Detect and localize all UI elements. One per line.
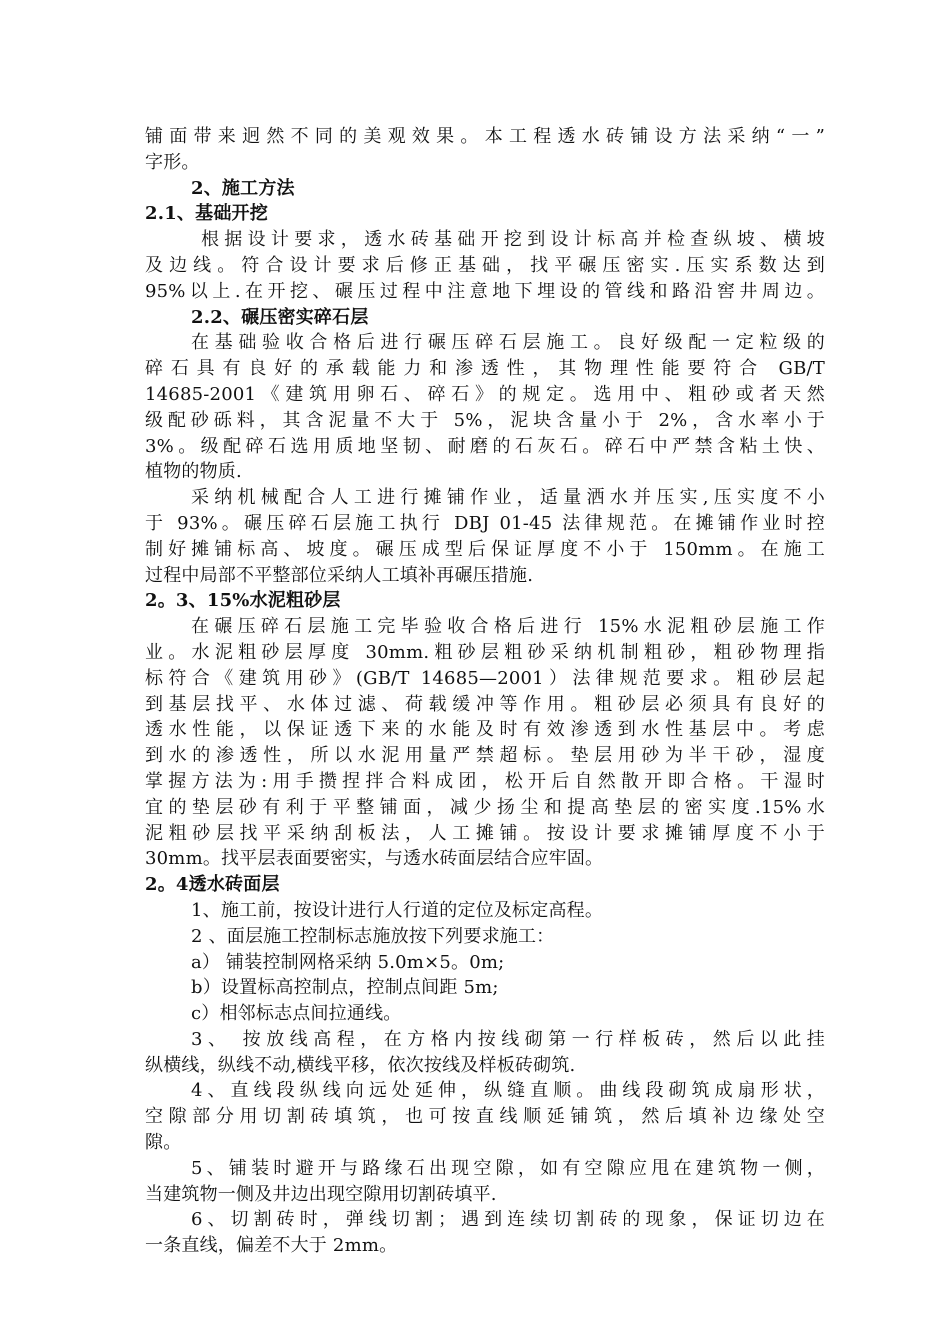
text-line: 及边线。符合设计要求后修正基础，找平碾压密实.压实系数达到 bbox=[145, 254, 825, 276]
text-line: 隙。 bbox=[145, 1132, 182, 1154]
text-line: 级配砂砾料，其含泥量不大于 5%，泥块含量小于 2%，含水率小于 bbox=[145, 409, 825, 431]
text-line: 2 、面层施工控制标志施放按下列要求施工： bbox=[191, 925, 555, 947]
text-line: 透水性能，以保证透下来的水能及时有效渗透到水性基层中。考虑 bbox=[145, 719, 825, 741]
text-line: a） 铺装控制网格采纳 5.0m×5。0m; bbox=[191, 951, 505, 973]
text-line: 空隙部分用切割砖填筑，也可按直线顺延铺筑，然后填补边缘处空 bbox=[145, 1106, 825, 1128]
text-line: 铺面带来迥然不同的美观效果。本工程透水砖铺设方法采纳“一” bbox=[145, 126, 825, 147]
text-line: 字形。 bbox=[145, 151, 200, 173]
text-line: 当建筑物一侧及井边出现空隙用切割砖填平. bbox=[145, 1183, 497, 1205]
text-line: 在基础验收合格后进行碾压碎石层施工。良好级配一定粒级的 bbox=[191, 332, 825, 354]
text-line: 3%。级配碎石选用质地坚韧、耐磨的石灰石。碎石中严禁含粘土快、 bbox=[145, 435, 825, 457]
text-line: 采纳机械配合人工进行摊铺作业，适量洒水并压实,压实度不小 bbox=[191, 487, 825, 509]
section-heading: 2。3、15%水泥粗砂层 bbox=[145, 590, 341, 612]
text-line: 一条直线，偏差不大于 2mm。 bbox=[145, 1235, 398, 1257]
text-line: 宜的垫层砂有利于平整铺面，减少扬尘和提高垫层的密实度.15%水 bbox=[145, 796, 825, 818]
text-line: 业。水泥粗砂层厚度 30mm.粗砂层粗砂采纳机制粗砂，粗砂物理指 bbox=[145, 641, 825, 663]
text-line: 植物的物质. bbox=[145, 461, 242, 483]
text-line: 5、铺装时避开与路缘石出现空隙，如有空隙应甩在建筑物一侧， bbox=[191, 1157, 825, 1179]
text-line: 30mm。找平层表面要密实，与透水砖面层结合应牢固。 bbox=[145, 848, 604, 870]
section-heading: 2。4透水砖面层 bbox=[145, 874, 280, 896]
text-line: 到基层找平、水体过滤、荷载缓冲等作用。粗砂层必须具有良好的 bbox=[145, 693, 825, 715]
text-line: 95%以上.在开挖、碾压过程中注意地下埋设的管线和路沿窖井周边。 bbox=[145, 280, 825, 302]
text-line: b）设置标高控制点，控制点间距 5m; bbox=[191, 977, 499, 999]
text-line: 制好摊铺标高、坡度。碾压成型后保证厚度不小于 150mm。在施工 bbox=[145, 538, 825, 560]
section-heading: 2、施工方法 bbox=[191, 177, 295, 199]
text-line: 到水的渗透性，所以水泥用量严禁超标。垫层用砂为半干砂，湿度 bbox=[145, 745, 825, 767]
text-line: 碎石具有良好的承载能力和渗透性，其物理性能要符合 GB/T bbox=[145, 358, 825, 380]
document-body bbox=[145, 124, 825, 1259]
text-line: 掌握方法为:用手攒捏拌合料成团，松开后自然散开即合格。干湿时 bbox=[145, 770, 825, 792]
text-line: 在碾压碎石层施工完毕验收合格后进行 15%水泥粗砂层施工作 bbox=[191, 616, 825, 638]
text-line: 1、施工前，按设计进行人行道的定位及标定高程。 bbox=[191, 899, 604, 921]
text-line: 4、直线段纵线向远处延伸，纵缝直顺。曲线段砌筑成扇形状， bbox=[191, 1080, 825, 1102]
text-line: 泥粗砂层找平采纳刮板法，人工摊铺。按设计要求摊铺厚度不小于 bbox=[145, 822, 825, 844]
text-line: 根据设计要求，透水砖基础开挖到设计标高并检查纵坡、横坡 bbox=[201, 229, 825, 251]
text-line: 14685-2001《建筑用卵石、碎石》的规定。选用中、粗砂或者天然 bbox=[145, 383, 825, 405]
section-heading: 2.2、碾压密实碎石层 bbox=[191, 306, 369, 328]
text-line: 标符合《建筑用砂》(GB/T 14685—2001）法律规范要求。粗砂层起 bbox=[145, 667, 825, 689]
text-line: c）相邻标志点间拉通线。 bbox=[191, 1003, 402, 1025]
text-line: 过程中局部不平整部位采纳人工填补再碾压措施. bbox=[145, 564, 534, 586]
text-line: 纵横线，纵线不动,横线平移，依次按线及样板砖砌筑. bbox=[145, 1054, 576, 1076]
text-line: 6、切割砖时，弹线切割；遇到连续切割砖的现象，保证切边在 bbox=[191, 1209, 825, 1231]
section-heading: 2.1、基础开挖 bbox=[145, 203, 268, 225]
text-line: 于 93%。碾压碎石层施工执行 DBJ 01-45 法律规范。在摊铺作业时控 bbox=[145, 512, 825, 534]
text-line: 3、 按放线高程，在方格内按线砌第一行样板砖，然后以此挂 bbox=[191, 1028, 825, 1050]
